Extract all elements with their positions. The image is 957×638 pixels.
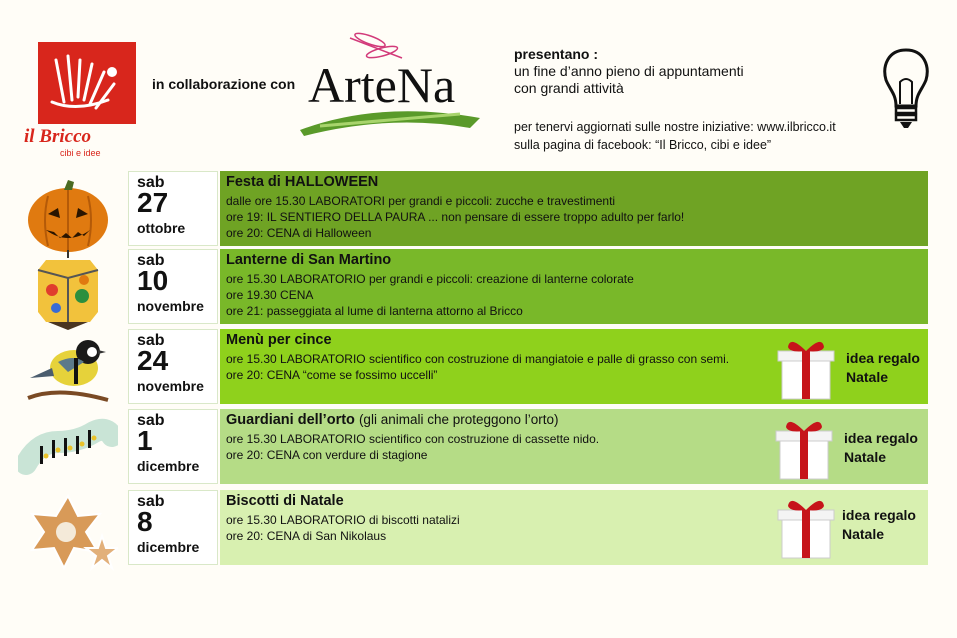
event-content xyxy=(220,409,928,484)
website-line: per tenervi aggiornati sulle nostre iniziative: www.ilbricco.it xyxy=(514,120,836,134)
event-detail-line: dalle ore 15.30 LABORATORI per grandi e piccoli: zucche e travestimenti xyxy=(226,194,616,208)
event-weekday: sab xyxy=(137,493,165,510)
artena-logo xyxy=(290,30,510,140)
event-detail-line: ore 15.30 LABORATORIO scientifico con costruzione di cassette nido. xyxy=(226,432,600,446)
event-content xyxy=(220,490,928,565)
gift-label-line: idea regalo xyxy=(842,507,916,523)
event-weekday: sab xyxy=(137,174,165,191)
event-weekday: sab xyxy=(137,252,165,269)
caterpillar-icon xyxy=(18,412,118,492)
gift-label xyxy=(842,506,916,544)
gift-label-line: idea regalo xyxy=(846,350,920,366)
gift-icon xyxy=(774,415,834,481)
event-details xyxy=(226,431,599,463)
event-row xyxy=(128,249,928,324)
event-content xyxy=(220,329,928,404)
event-date xyxy=(128,409,218,484)
svg-text:il Bricco: il Bricco xyxy=(24,126,92,147)
info-text xyxy=(514,118,836,154)
event-month: novembre xyxy=(137,378,204,394)
event-detail-line: ore 20: CENA di Halloween xyxy=(226,226,372,240)
svg-text:ArteNa: ArteNa xyxy=(308,57,456,113)
gift-label xyxy=(846,349,920,387)
event-month: ottobre xyxy=(137,220,186,236)
subtitle-line-2: con grandi attività xyxy=(514,80,624,96)
event-detail-line: ore 21: passeggiata al lume di lanterna attorno al Bricco xyxy=(226,304,523,318)
event-details xyxy=(226,271,634,319)
event-details xyxy=(226,351,729,383)
gift-label-line: Natale xyxy=(842,526,885,542)
subtitle-line-1: un fine d’anno pieno di appuntamenti xyxy=(514,63,744,79)
gift-icon xyxy=(776,335,836,401)
svg-text:cibi e idee: cibi e idee xyxy=(60,148,101,158)
facebook-line: sulla pagina di facebook: “Il Bricco, cibi e idee” xyxy=(514,138,772,152)
event-content xyxy=(220,171,928,246)
event-day: 8 xyxy=(137,506,153,537)
event-date xyxy=(128,249,218,324)
gift-label xyxy=(844,429,918,467)
gift-icon xyxy=(776,494,836,560)
event-detail-line: ore 20: CENA “come se fossimo uccelli” xyxy=(226,368,438,382)
event-title-note: (gli animali che proteggono l’orto) xyxy=(358,412,559,427)
event-content xyxy=(220,249,928,324)
event-detail-line: ore 19: IL SENTIERO DELLA PAURA ... non pensare di essere troppo adulto per farlo! xyxy=(226,210,685,224)
event-row xyxy=(128,171,928,246)
event-detail-line: ore 19.30 CENA xyxy=(226,288,314,302)
event-detail-line: ore 15.30 LABORATORIO di biscotti natalizi xyxy=(226,513,460,527)
event-details xyxy=(226,512,460,544)
pumpkin-icon xyxy=(18,176,118,256)
gift-label-line: Natale xyxy=(846,369,889,385)
cookies-icon xyxy=(18,492,118,572)
bird-icon xyxy=(18,328,118,408)
collaboration-text: in collaborazione con xyxy=(152,76,296,92)
event-title-text: Guardiani dell’orto xyxy=(226,412,355,428)
presentano-heading: presentano : xyxy=(514,46,599,62)
bricco-logo xyxy=(16,42,144,160)
event-month: novembre xyxy=(137,298,204,314)
event-title: Festa di HALLOWEEN xyxy=(226,174,379,190)
event-weekday: sab xyxy=(137,332,165,349)
event-title xyxy=(226,412,559,428)
event-row xyxy=(128,329,928,404)
event-row xyxy=(128,490,928,565)
event-weekday: sab xyxy=(137,412,165,429)
event-date xyxy=(128,490,218,565)
event-day: 27 xyxy=(137,187,169,218)
event-detail-line: ore 15.30 LABORATORIO scientifico con costruzione di mangiatoie e palle di grasso con semi. xyxy=(226,352,730,366)
gift-label-line: idea regalo xyxy=(844,430,918,446)
intro-text xyxy=(514,46,744,97)
event-day: 10 xyxy=(137,265,169,296)
lightbulb-icon xyxy=(878,46,934,136)
event-month: dicembre xyxy=(137,458,200,474)
event-title: Menù per cince xyxy=(226,332,332,348)
event-month: dicembre xyxy=(137,539,200,555)
event-day: 1 xyxy=(137,425,153,456)
event-detail-line: ore 20: CENA con verdure di stagione xyxy=(226,448,428,462)
event-detail-line: ore 15.30 LABORATORIO per grandi e piccoli: creazione di lanterne colorate xyxy=(226,272,634,286)
event-row xyxy=(128,409,928,484)
event-date xyxy=(128,171,218,246)
event-title: Biscotti di Natale xyxy=(226,493,344,509)
gift-label-line: Natale xyxy=(844,449,887,465)
event-details xyxy=(226,193,684,241)
event-day: 24 xyxy=(137,345,169,376)
event-title: Lanterne di San Martino xyxy=(226,252,392,268)
event-date xyxy=(128,329,218,404)
event-detail-line: ore 20: CENA di San Nikolaus xyxy=(226,529,387,543)
lantern-icon xyxy=(18,250,118,330)
